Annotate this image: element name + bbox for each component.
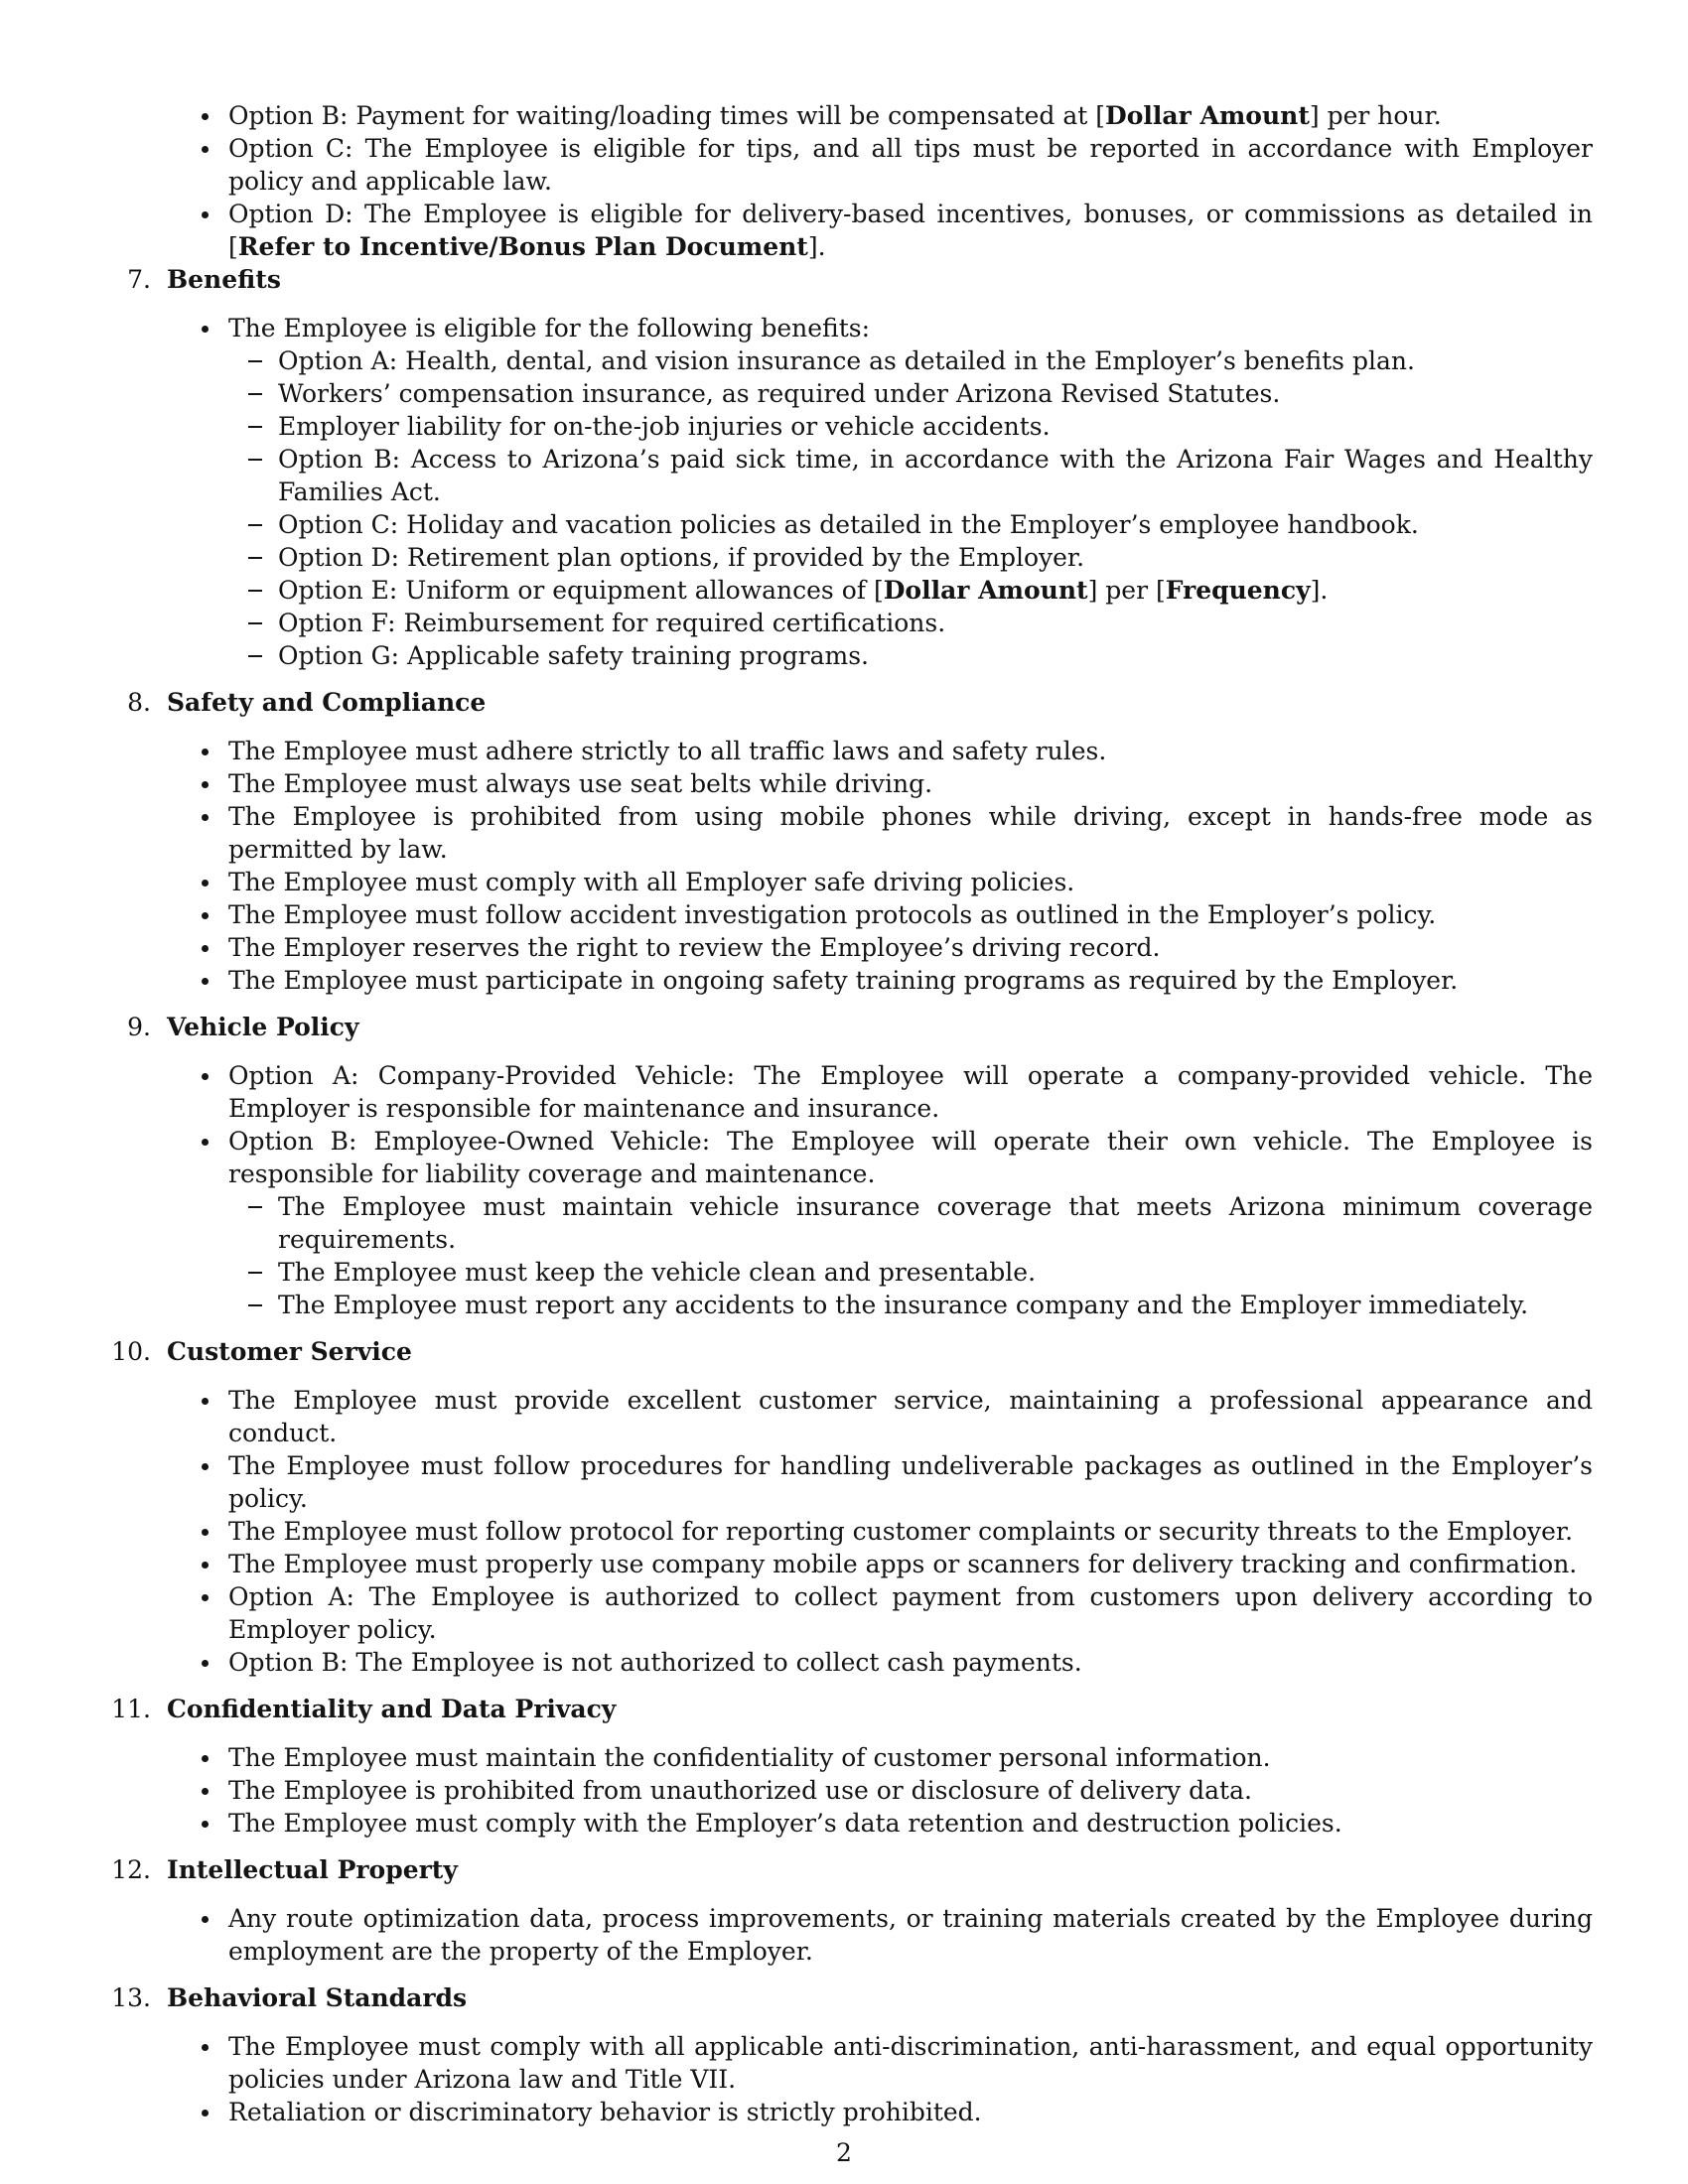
list-item bbox=[0, 198, 1688, 263]
bullet-icon bbox=[202, 945, 209, 952]
bullet-icon bbox=[202, 1463, 209, 1470]
sub-list-item bbox=[0, 1289, 1688, 1321]
list-item bbox=[0, 1449, 1688, 1515]
item-text: The Employee must provide excellent customer service, maintaining a professional appearance and conduct. bbox=[228, 1386, 1593, 1447]
section-title: Confidentiality and Data Privacy bbox=[167, 1695, 617, 1723]
bullet-icon bbox=[202, 814, 209, 821]
page-number: 2 bbox=[836, 2138, 852, 2167]
item-text: Retaliation or discriminatory behavior is strictly prohibited. bbox=[228, 2098, 982, 2126]
dash-icon bbox=[248, 1272, 262, 1274]
list-item bbox=[0, 931, 1688, 964]
item-text: Employer liability for on-the-job injuries or vehicle accidents. bbox=[278, 412, 1051, 441]
benefit-options-list bbox=[0, 344, 1688, 672]
placeholder-field: Dollar Amount bbox=[1105, 101, 1310, 130]
section-heading bbox=[0, 1853, 1688, 1886]
bullet-icon bbox=[202, 1073, 209, 1080]
section-behavioral-standards bbox=[0, 1981, 1688, 2128]
dash-icon bbox=[248, 426, 262, 428]
list-item bbox=[0, 898, 1688, 931]
list-item bbox=[0, 1774, 1688, 1807]
bullet-list bbox=[0, 1384, 1688, 1679]
bullet-list bbox=[0, 735, 1688, 997]
item-text: ]. bbox=[807, 232, 826, 261]
item-text: The Employee must comply with all Employer safe driving policies. bbox=[228, 868, 1075, 896]
bullet-icon bbox=[202, 1821, 209, 1828]
sub-list-item bbox=[0, 508, 1688, 541]
section-number: 12. bbox=[111, 1855, 151, 1884]
item-text: The Employee is prohibited from unauthorized use or disclosure of delivery data. bbox=[228, 1776, 1252, 1805]
section-heading bbox=[0, 1693, 1688, 1725]
item-text: Option E: Uniform or equipment allowances of [ bbox=[278, 576, 884, 605]
sub-list-item bbox=[0, 410, 1688, 443]
bullet-icon bbox=[202, 1529, 209, 1536]
section-intellectual-property bbox=[0, 1853, 1688, 1968]
item-text: The Employee must participate in ongoing safety training programs as required by the Employer. bbox=[228, 966, 1459, 995]
item-text: ] per hour. bbox=[1309, 101, 1442, 130]
placeholder-field: Frequency bbox=[1165, 576, 1311, 605]
section-title: Intellectual Property bbox=[167, 1855, 458, 1884]
item-text: The Employee is prohibited from using mobile phones while driving, except in hands-free mode as permitted by law. bbox=[228, 802, 1593, 864]
sub-list-item bbox=[0, 541, 1688, 574]
bullet-icon bbox=[202, 1562, 209, 1569]
section-vehicle-policy bbox=[0, 1011, 1688, 1321]
list-item bbox=[0, 767, 1688, 800]
item-text: The Employee must maintain vehicle insurance coverage that meets Arizona minimum coverage requirements. bbox=[278, 1192, 1593, 1254]
item-text: Option A: The Employee is authorized to collect payment from customers upon delivery according to Employer policy. bbox=[228, 1582, 1593, 1644]
bullet-icon bbox=[202, 1788, 209, 1795]
item-text: The Employee must adhere strictly to all traffic laws and safety rules. bbox=[228, 737, 1107, 765]
list-item bbox=[0, 99, 1688, 132]
compensation-options-list bbox=[0, 99, 1688, 263]
section-customer-service bbox=[0, 1335, 1688, 1679]
placeholder-field: Refer to Incentive/Bonus Plan Document bbox=[237, 232, 808, 261]
list-item bbox=[0, 1646, 1688, 1679]
item-text: Any route optimization data, process improvements, or training materials created by the Employee during employment are the property of the Employer. bbox=[228, 1904, 1593, 1966]
item-text: The Employee must follow procedures for handling undeliverable packages as outlined in the Employer’s policy. bbox=[228, 1451, 1593, 1513]
item-text: Option G: Applicable safety training programs. bbox=[278, 641, 869, 670]
section-heading bbox=[0, 263, 1688, 296]
section-benefits bbox=[0, 263, 1688, 672]
bullet-icon bbox=[202, 2044, 209, 2051]
document-body bbox=[0, 99, 1688, 2142]
dash-icon bbox=[248, 590, 262, 592]
section-confidentiality bbox=[0, 1693, 1688, 1840]
section-number: 13. bbox=[111, 1983, 151, 2012]
section-number: 9. bbox=[127, 1013, 151, 1041]
list-item bbox=[0, 1125, 1688, 1190]
item-text: The Employee must always use seat belts while driving. bbox=[228, 769, 933, 798]
list-item bbox=[0, 1548, 1688, 1580]
section-heading bbox=[0, 686, 1688, 719]
section-number: 7. bbox=[127, 265, 151, 294]
item-text: Option B: Employee-Owned Vehicle: The Employee will operate their own vehicle. The Employee is responsible for liability coverage and maintenance. bbox=[228, 1127, 1593, 1188]
item-text: ]. bbox=[1310, 576, 1329, 605]
list-item bbox=[0, 312, 1688, 344]
bullet-icon bbox=[202, 326, 209, 333]
item-text: The Employee must report any accidents to the insurance company and the Employer immediately. bbox=[278, 1291, 1529, 1319]
sub-list-item bbox=[0, 1256, 1688, 1289]
bullet-icon bbox=[202, 1139, 209, 1146]
dash-icon bbox=[248, 459, 262, 461]
bullet-icon bbox=[202, 749, 209, 755]
list-item bbox=[0, 1384, 1688, 1449]
item-text: Option D: The Employee is eligible for delivery-based incentives, bonuses, or commissions as detailed in [ bbox=[228, 200, 1593, 261]
item-text: Option C: Holiday and vacation policies as detailed in the Employer’s employee handbook. bbox=[278, 510, 1419, 539]
item-text: The Employee must follow protocol for reporting customer complaints or security threats to the Employer. bbox=[228, 1517, 1574, 1546]
item-text: Option B: Payment for waiting/loading times will be compensated at [ bbox=[228, 101, 1106, 130]
section-heading bbox=[0, 1981, 1688, 2014]
list-item bbox=[0, 1902, 1688, 1968]
sub-list-item bbox=[0, 1190, 1688, 1256]
bullet-icon bbox=[202, 1594, 209, 1601]
list-item bbox=[0, 2030, 1688, 2096]
bullet-list bbox=[0, 1902, 1688, 1968]
sub-list-item bbox=[0, 344, 1688, 377]
list-item bbox=[0, 132, 1688, 198]
sub-list-item bbox=[0, 639, 1688, 672]
vehicle-requirements-list bbox=[0, 1190, 1688, 1321]
section-heading bbox=[0, 1335, 1688, 1368]
bullet-icon bbox=[202, 880, 209, 887]
bullet-icon bbox=[202, 1916, 209, 1923]
list-item bbox=[0, 2096, 1688, 2128]
bullet-icon bbox=[202, 113, 209, 120]
list-item bbox=[0, 1059, 1688, 1125]
item-text: Option D: Retirement plan options, if provided by the Employer. bbox=[278, 543, 1085, 572]
section-title: Behavioral Standards bbox=[167, 1983, 468, 2012]
bullet-icon bbox=[202, 211, 209, 218]
list-item bbox=[0, 1580, 1688, 1646]
list-item bbox=[0, 1515, 1688, 1548]
bullet-icon bbox=[202, 146, 209, 153]
item-text: Option C: The Employee is eligible for tips, and all tips must be reported in accordance with Employer policy and applicable law. bbox=[228, 134, 1593, 196]
section-title: Customer Service bbox=[167, 1337, 412, 1366]
list-item bbox=[0, 964, 1688, 997]
bullet-list bbox=[0, 1741, 1688, 1840]
bullet-icon bbox=[202, 781, 209, 788]
bullet-icon bbox=[202, 1755, 209, 1762]
item-text: Option F: Reimbursement for required certifications. bbox=[278, 609, 946, 637]
bullet-icon bbox=[202, 1398, 209, 1405]
dash-icon bbox=[248, 393, 262, 395]
sub-list-item bbox=[0, 607, 1688, 639]
sub-list-item bbox=[0, 574, 1688, 607]
item-text: The Employer reserves the right to review the Employee’s driving record. bbox=[228, 933, 1161, 962]
sub-list-item bbox=[0, 377, 1688, 410]
list-item bbox=[0, 1807, 1688, 1840]
dash-icon bbox=[248, 1304, 262, 1306]
item-text: Option B: The Employee is not authorized to collect cash payments. bbox=[228, 1648, 1082, 1677]
item-text: The Employee must follow accident investigation protocols as outlined in the Employer’s policy. bbox=[228, 900, 1437, 929]
bullet-icon bbox=[202, 912, 209, 919]
item-text: The Employee must properly use company mobile apps or scanners for delivery tracking and confirmation. bbox=[228, 1550, 1578, 1578]
dash-icon bbox=[248, 655, 262, 657]
section-number: 8. bbox=[127, 688, 151, 717]
bullet-icon bbox=[202, 978, 209, 985]
list-item bbox=[0, 1741, 1688, 1774]
dash-icon bbox=[248, 622, 262, 624]
dash-icon bbox=[248, 360, 262, 362]
item-text: Option B: Access to Arizona’s paid sick time, in accordance with the Arizona Fair Wages and Healthy Families Act. bbox=[278, 445, 1593, 506]
section-title: Safety and Compliance bbox=[167, 688, 487, 717]
item-text: The Employee must maintain the confidentiality of customer personal information. bbox=[228, 1743, 1271, 1772]
dash-icon bbox=[248, 1206, 262, 1208]
section-number: 11. bbox=[111, 1695, 151, 1723]
bullet-list bbox=[0, 312, 1688, 344]
item-text: Option A: Health, dental, and vision insurance as detailed in the Employer’s benefits plan. bbox=[278, 346, 1415, 375]
list-item bbox=[0, 800, 1688, 866]
list-item bbox=[0, 735, 1688, 767]
placeholder-field: Dollar Amount bbox=[883, 576, 1088, 605]
sub-list-item bbox=[0, 443, 1688, 508]
section-title: Vehicle Policy bbox=[167, 1013, 359, 1041]
bullet-icon bbox=[202, 1660, 209, 1667]
item-text: Option A: Company-Provided Vehicle: The Employee will operate a company-provided vehicle. The Employer is responsible for maintenance and insurance. bbox=[228, 1061, 1593, 1123]
item-text: ] per [ bbox=[1087, 576, 1166, 605]
bullet-list bbox=[0, 2030, 1688, 2128]
section-title: Benefits bbox=[167, 265, 281, 294]
item-text: The Employee must comply with the Employer’s data retention and destruction policies. bbox=[228, 1809, 1342, 1838]
dash-icon bbox=[248, 524, 262, 526]
item-text: The Employee must keep the vehicle clean and presentable. bbox=[278, 1258, 1037, 1287]
item-text: The Employee must comply with all applicable anti-discrimination, anti-harassment, and equal opportunity policies under Arizona law and Title VII. bbox=[228, 2032, 1593, 2094]
bullet-list bbox=[0, 1059, 1688, 1190]
item-text: The Employee is eligible for the following benefits: bbox=[228, 314, 871, 342]
list-item bbox=[0, 866, 1688, 898]
section-safety-and-compliance bbox=[0, 686, 1688, 997]
bullet-icon bbox=[202, 2110, 209, 2116]
section-heading bbox=[0, 1011, 1688, 1043]
dash-icon bbox=[248, 557, 262, 559]
section-number: 10. bbox=[111, 1337, 151, 1366]
item-text: Workers’ compensation insurance, as required under Arizona Revised Statutes. bbox=[278, 379, 1281, 408]
